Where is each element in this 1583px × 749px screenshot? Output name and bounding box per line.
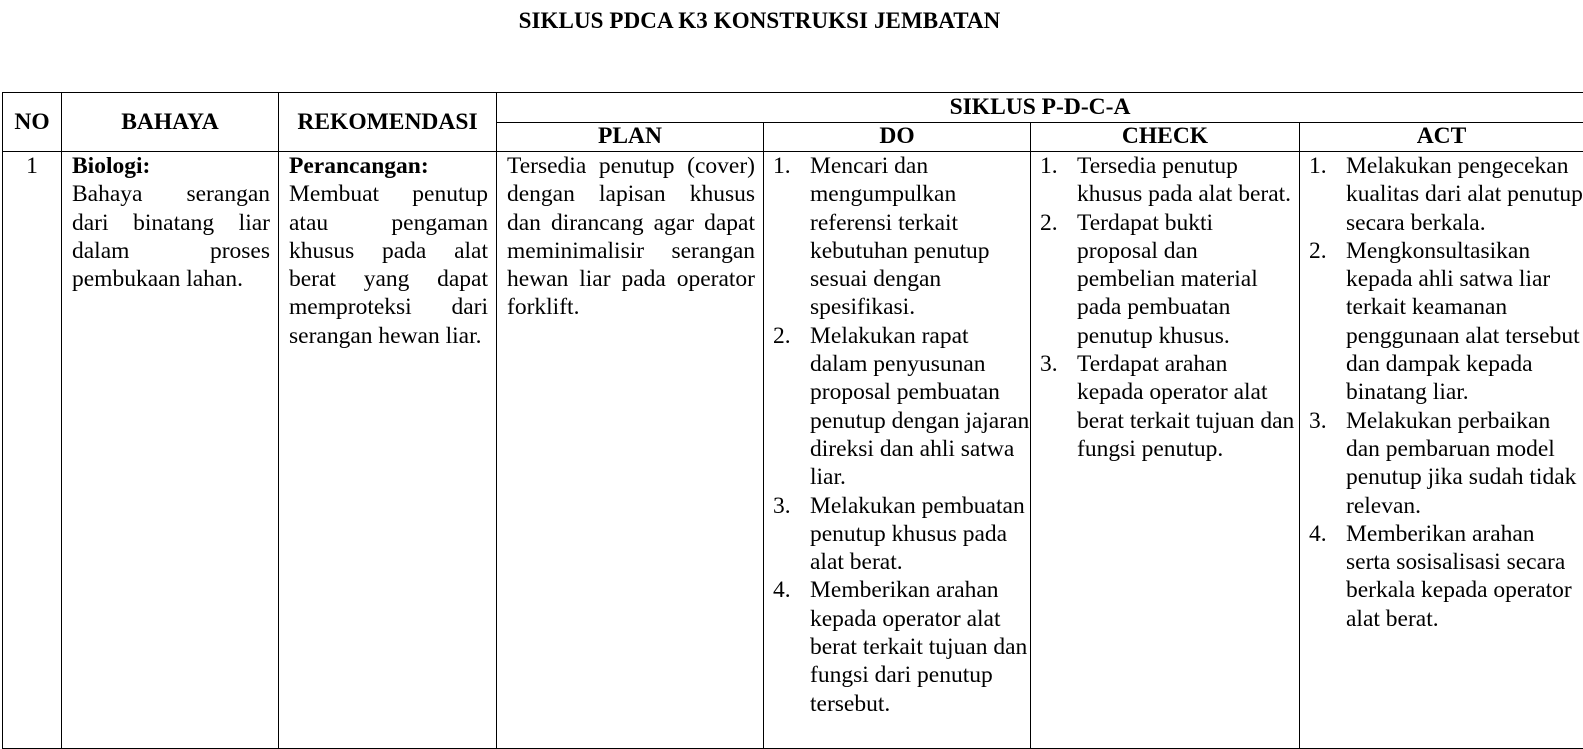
bahaya-category: Biologi: — [72, 152, 270, 180]
list-item: 4. Memberikan arahan kepada operator alat berat terkait tujuan dan fungsi dari penutup tersebut. — [764, 576, 1030, 717]
list-item: 3. Melakukan perbaikan dan pembaruan model penutup jika sudah tidak relevan. — [1300, 407, 1583, 520]
list-item: 1. Mencari dan mengumpulkan referensi terkait kebutuhan penutup sesuai dengan spesifikasi. — [764, 152, 1030, 322]
header-pdca-cycle: SIKLUS P-D-C-A — [497, 93, 1583, 123]
do-steps-list — [764, 152, 1030, 718]
list-item: 4. Memberikan arahan serta sosisalisasi secara berkala kepada operator alat berat. — [1300, 520, 1583, 633]
header-no: NO — [3, 93, 62, 152]
cell-check — [1031, 152, 1300, 749]
bahaya-description: Bahaya serangan dari binatang liar dalam proses pembukaan lahan. — [72, 180, 270, 293]
header-act: ACT — [1300, 122, 1583, 152]
list-item: 2. Terdapat bukti proposal dan pembelian material pada pembuatan penutup khusus. — [1031, 209, 1299, 350]
check-steps-list — [1031, 152, 1299, 463]
cell-bahaya — [62, 152, 279, 749]
document-title: SIKLUS PDCA K3 KONSTRUKSI JEMBATAN — [0, 6, 1519, 36]
list-item: 2. Melakukan rapat dalam penyusunan proposal pembuatan penutup dengan jajaran direksi dan ahli satwa liar. — [764, 322, 1030, 492]
cell-act — [1300, 152, 1583, 749]
list-item: 1. Melakukan pengecekan kualitas dari alat penutup secara berkala. — [1300, 152, 1583, 237]
plan-description: Tersedia penutup (cover) dengan lapisan khusus dan dirancang agar dapat meminimalisir serangan hewan liar pada operator forklift. — [507, 152, 755, 322]
row-number: 1 — [3, 152, 62, 749]
rekomendasi-description: Membuat penutup atau pengaman khusus pada alat berat yang dapat memproteksi dari serangan hewan liar. — [289, 180, 488, 350]
list-item: 2. Mengkonsultasikan kepada ahli satwa liar terkait keamanan penggunaan alat tersebut dan dampak kepada binatang liar. — [1300, 237, 1583, 407]
header-rekomendasi: REKOMENDASI — [279, 93, 497, 152]
header-check: CHECK — [1031, 122, 1300, 152]
cell-rekomendasi — [279, 152, 497, 749]
rekomendasi-category: Perancangan: — [289, 152, 488, 180]
cell-plan — [497, 152, 764, 749]
list-item: 3. Terdapat arahan kepada operator alat berat terkait tujuan dan fungsi penutup. — [1031, 350, 1299, 463]
list-item: 1. Tersedia penutup khusus pada alat berat. — [1031, 152, 1299, 209]
list-item: 3. Melakukan pembuatan penutup khusus pada alat berat. — [764, 492, 1030, 577]
header-do: DO — [764, 122, 1031, 152]
act-steps-list — [1300, 152, 1583, 633]
cell-do — [764, 152, 1031, 749]
pdca-table — [2, 92, 1583, 749]
table-row — [3, 152, 1583, 749]
header-bahaya: BAHAYA — [62, 93, 279, 152]
header-plan: PLAN — [497, 122, 764, 152]
